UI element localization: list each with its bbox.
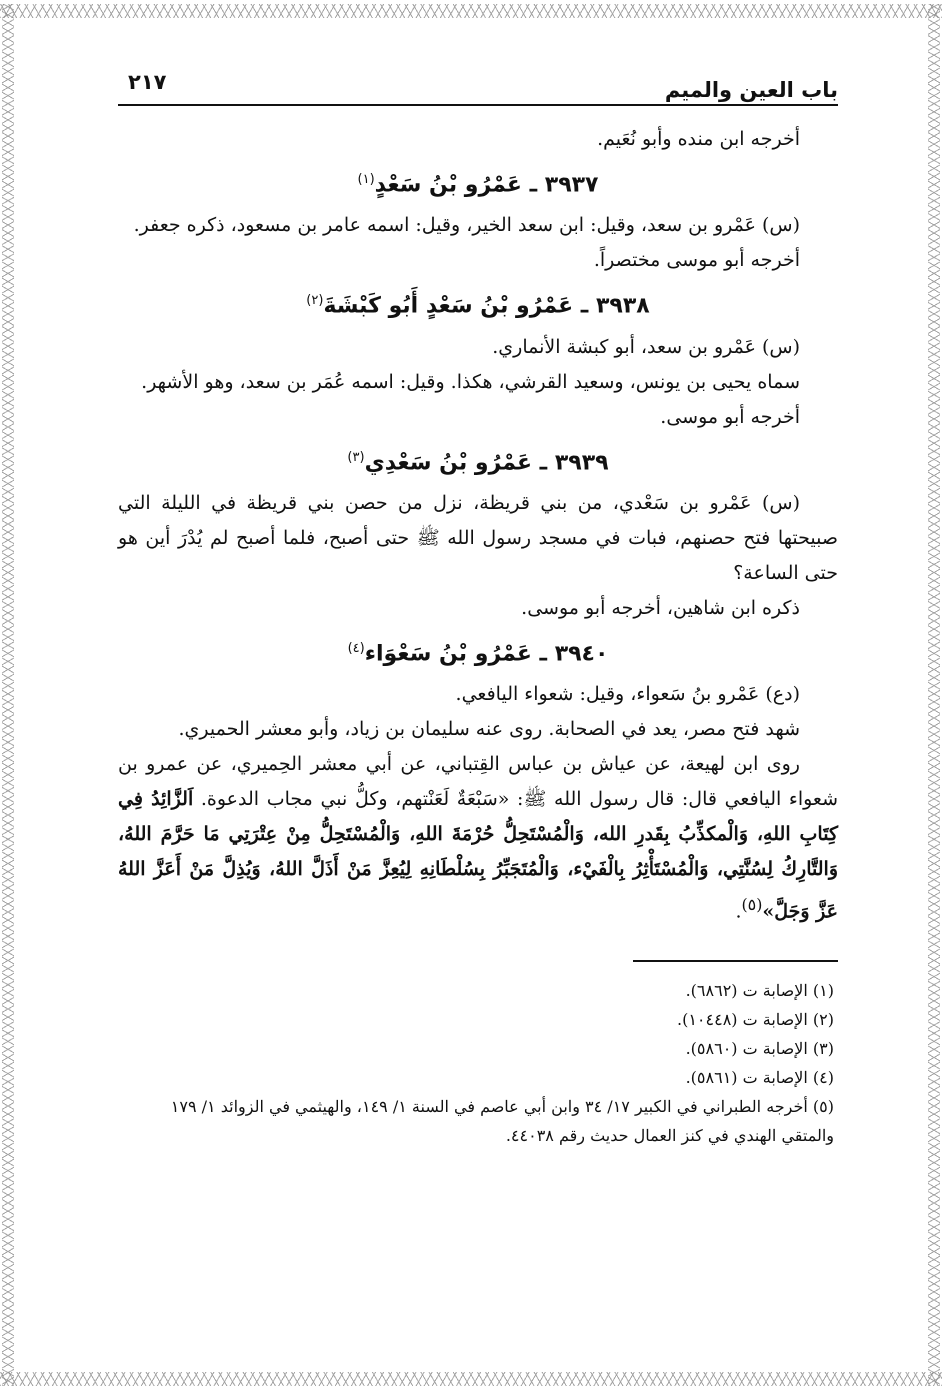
paragraph: أخرجه ابن منده وأبو نُعَيم. <box>597 128 800 150</box>
hadith-paragraph <box>118 747 838 929</box>
paragraph: (دع) عَمْرو بنُ سَعواء، وقيل: شعواء اليافعي. <box>455 683 800 706</box>
ornamental-border-top <box>0 4 942 18</box>
footnote-ref: (٤) <box>347 640 365 656</box>
paragraph: سماه يحيى بن يونس، وسعيد القرشي، هكذا. وقيل: اسمه عُمَر بن سعد، وهو الأشهر. <box>141 370 800 393</box>
entry-title: ٣٩٣٨ ـ عَمْرُو بْنُ سَعْدٍ أَبُو كَبْشَةَ <box>323 293 650 319</box>
paragraph: أخرجه أبو موسى. <box>660 405 800 428</box>
hadith-end: . <box>735 900 742 923</box>
footnote: (٤) الإصابة ت (٥٨٦١). <box>685 1067 834 1087</box>
ornamental-border-bottom <box>0 1372 942 1386</box>
entry-title: ٣٩٤٠ ـ عَمْرُو بْنُ سَعْوَاء <box>364 641 609 667</box>
ornamental-border-left <box>2 4 14 1386</box>
entry-title: ٣٩٣٧ ـ عَمْرُو بْنُ سَعْدٍ <box>374 172 599 198</box>
footnote-ref: (٢) <box>306 293 324 309</box>
paragraph: أخرجه أبو موسى مختصراً. <box>593 249 800 272</box>
chapter-title: باب العين والميم <box>664 78 838 102</box>
entry-heading-3940 <box>118 630 838 673</box>
book-page <box>118 60 838 1150</box>
footnote-ref: (٣) <box>347 449 365 465</box>
paragraph: (س) عَمْرو بن سَعْدي، من بني قريظة، نزل من حصن بني قريظة في الليلة التي صبيحتها فتح حصنهم، فبات في مسجد رسول الله ﷺ حتى أصبح، فلما أصبح لم يُدْرَ أين هو حتى الساعة؟ <box>118 491 838 584</box>
paragraph: (س) عَمْرو بن سعد، أبو كبشة الأنماري. <box>492 335 800 358</box>
footnote-ref: (٥) <box>741 895 763 915</box>
paragraph: ذكره ابن شاهين، أخرجه أبو موسى. <box>521 596 800 619</box>
entry-heading-3939 <box>118 439 838 482</box>
footnote: (٥) أخرجه الطبراني في الكبير ١٧/ ٣٤ وابن أبي عاصم في السنة ١/ ١٤٩، والهيثمي في الزوائد ١/ ١٧٩ والمتقي الهندي في كنز العمال حديث رقم ٤٤٠٣٨. <box>170 1096 834 1145</box>
entry-heading-3938 <box>118 282 838 325</box>
footnotes <box>118 976 838 1150</box>
page-body <box>118 122 838 930</box>
footnote: (٢) الإصابة ت (١٠٤٤٨). <box>676 1009 834 1029</box>
hadith-text: اَلزَّائِدُ فِي كِتَابِ اللهِ، وَالْمكذِّبُ بِقَدرِ الله، وَالْمُسْتَحِلُّ حُرْمَةَ اللهِ، وَالْمُسْتَحِلُّ مِنْ عِتْرَتِي مَا حَرَّمَ اللهُ، وَالتَّارِكُ لِسُنَّتِي، وَالْمُسْتَأْثِرُ بِالْفَيْء، وَالْمُتَجَبِّرُ بِسُلْطَانِهِ لِيُعِزَّ مَنْ أَذَلَّ اللهُ، وَيُذِلَّ مَنْ أَعَزَّ اللهُ عَزَّ وَجَلَّ» <box>118 788 838 923</box>
footnote: (١) الإصابة ت (٦٨٦٢). <box>685 980 834 1000</box>
entry-title: ٣٩٣٩ ـ عَمْرُو بْنُ سَعْدِي <box>364 449 609 475</box>
paragraph: شهد فتح مصر، يعد في الصحابة. روى عنه سليمان بن زياد، وأبو معشر الحميري. <box>178 718 800 741</box>
footnote-separator <box>633 960 838 962</box>
running-header <box>118 60 838 106</box>
hadith-intro: روى ابن لهيعة، عن عياش بن عباس القِتباني، عن أبي معشر الحِميري، عن عمرو بن شعواء اليافعي قال: قال رسول الله ﷺ: «سَبْعَةٌ لَعَنْتهم، وكلُّ نبي مجاب الدعوة. <box>118 753 839 811</box>
footnote-ref: (١) <box>357 172 375 187</box>
page-number: ٢١٧ <box>128 70 167 94</box>
entry-heading-3937 <box>118 161 838 204</box>
ornamental-border-right <box>928 4 940 1386</box>
paragraph: (س) عَمْرو بن سعد، وقيل: ابن سعد الخير، وقيل: اسمه عامر بن مسعود، ذكره جعفر. <box>133 214 800 237</box>
footnote: (٣) الإصابة ت (٥٨٦٠). <box>685 1038 834 1058</box>
